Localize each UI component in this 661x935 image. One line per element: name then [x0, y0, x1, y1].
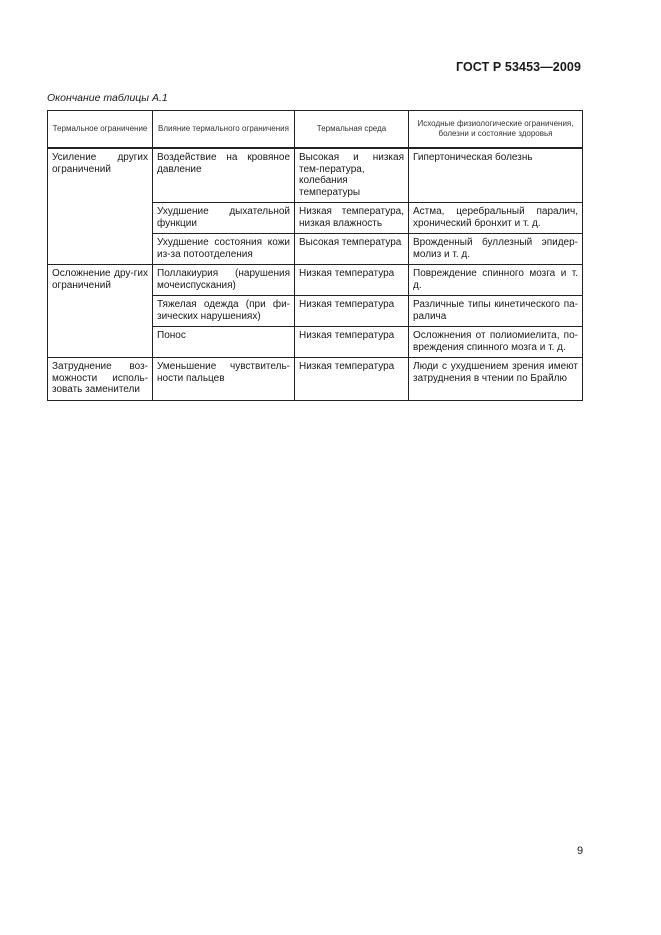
environment-cell: Высокая и низкая тем-пература, колебания температуры — [295, 148, 409, 203]
table-row — [48, 358, 583, 401]
effect-cell: Тяжелая одежда (при фи-зических нарушениях) — [153, 296, 295, 327]
column-header-environment: Термальная среда — [295, 111, 409, 149]
effect-cell: Ухудшение дыхательной функции — [153, 203, 295, 234]
conditions-cell: Врожденный буллезный эпидер-молиз и т. д. — [409, 234, 583, 265]
table-row — [48, 148, 583, 203]
effect-cell: Ухудшение состояния кожи из-за потоотделения — [153, 234, 295, 265]
column-header-limitation: Термальное ограничение — [48, 111, 153, 149]
environment-cell: Высокая температура — [295, 234, 409, 265]
effect-cell: Понос — [153, 327, 295, 358]
effect-cell: Уменьшение чувствитель-ности пальцев — [153, 358, 295, 401]
table-header-row — [48, 111, 583, 149]
conditions-cell: Различные типы кинетического па-ралича — [409, 296, 583, 327]
conditions-cell: Гипертоническая болезнь — [409, 148, 583, 203]
document-code: ГОСТ Р 53453—2009 — [455, 60, 581, 74]
conditions-cell: Люди с ухудшением зрения имеют затруднения в чтении по Брайлю — [409, 358, 583, 401]
table-caption: Окончание таблицы А.1 — [47, 92, 168, 104]
limitation-cell: Усиление других ограничений — [48, 148, 153, 265]
page-number: 9 — [577, 845, 584, 857]
environment-cell: Низкая температура — [295, 327, 409, 358]
column-header-effect: Влияние термального ограничения — [153, 111, 295, 149]
effect-cell: Воздействие на кровяное давление — [153, 148, 295, 203]
effect-cell: Поллакиурия (нарушения мочеиспускания) — [153, 265, 295, 296]
column-header-conditions: Исходные физиологические ограничения, болезни и состояние здоровья — [409, 111, 583, 149]
conditions-cell: Астма, церебральный паралич, хронический бронхит и т. д. — [409, 203, 583, 234]
environment-cell: Низкая температура, низкая влажность — [295, 203, 409, 234]
limitation-cell: Осложнение дру-гих ограничений — [48, 265, 153, 358]
table-row — [48, 265, 583, 296]
conditions-cell: Осложнения от полиомиелита, по-вреждения спинного мозга и т. д. — [409, 327, 583, 358]
environment-cell: Низкая температура — [295, 265, 409, 296]
thermal-limitations-table — [47, 110, 583, 401]
environment-cell: Низкая температура — [295, 296, 409, 327]
limitation-cell: Затруднение воз-можности исполь-зовать заменители — [48, 358, 153, 401]
environment-cell: Низкая температура — [295, 358, 409, 401]
conditions-cell: Повреждение спинного мозга и т. д. — [409, 265, 583, 296]
